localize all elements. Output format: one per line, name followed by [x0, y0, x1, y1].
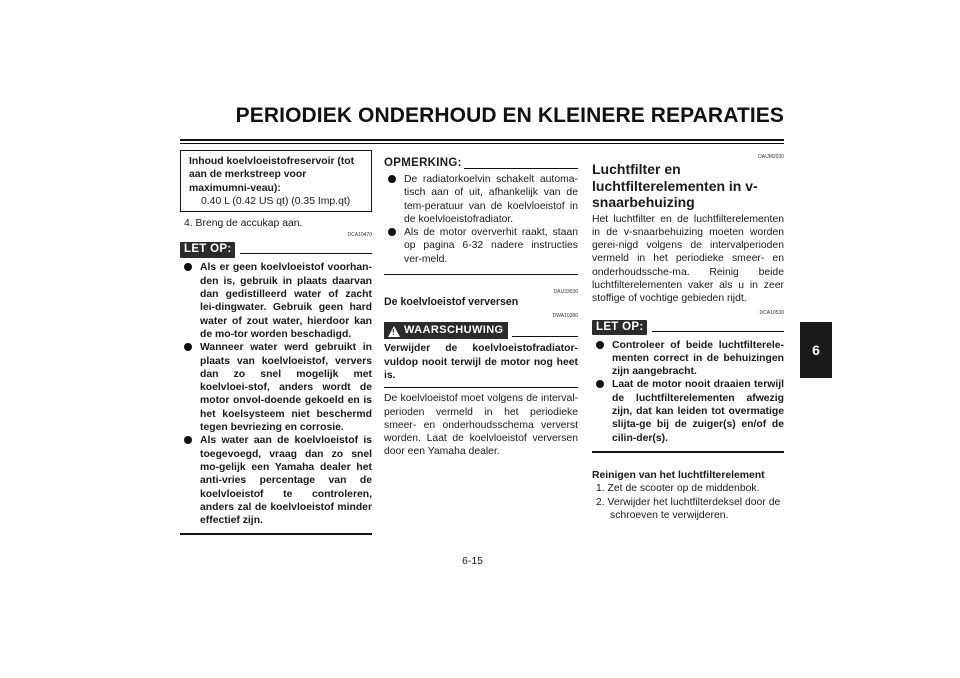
list-item: Als de motor oververhit raakt, staan op pagina 6-32 nadere instructies ver-meld.	[384, 226, 578, 266]
caution-code: DCA10530	[759, 309, 784, 316]
section-code: DAU33030	[553, 289, 578, 296]
caution-end-rule	[180, 533, 372, 535]
column-middle	[384, 157, 578, 459]
step-2: 2. Verwijder het luchtfilterdeksel door de schroeven te verwijderen.	[596, 496, 781, 521]
step-1: 1. Zet de scooter op de middenbok.	[596, 483, 760, 495]
list-item: De radiatorkoelvin schakelt automa-tisch aan of uit, afhankelijk van de tem-peratuur van de koelvloeistof in de koelvloeistofradiator.	[384, 173, 578, 226]
caution-header	[592, 319, 784, 337]
warning-rule	[512, 336, 578, 337]
warning-triangle-icon	[388, 326, 400, 337]
bullet-icon	[596, 380, 604, 388]
page-number: 6-15	[462, 555, 484, 567]
box-value: 0.40 L (0.42 US qt) (0.35 Imp.qt)	[201, 195, 351, 207]
bullet-icon	[388, 175, 396, 183]
column-left	[180, 150, 372, 535]
bullet-icon	[184, 436, 192, 444]
caution-list	[180, 261, 372, 527]
list-item: Als water aan de koelvloeistof is toegevoegd, vraag dan zo snel mo-gelijk een Yamaha dealer het anti-vries percentage van de koelvloeistof te controleren, anders zal de koelvloeistof minder effectief zijn.	[180, 434, 372, 527]
warning-end-rule	[384, 387, 578, 388]
warning-header	[384, 322, 578, 340]
warning-code: DWA10380	[552, 313, 578, 320]
note-rule	[464, 168, 578, 169]
caution-list	[592, 339, 784, 445]
list-item: Als er geen koelvloeistof voorhan-den is, gebruik in plaats daarvan dan gedistilleerd water of zacht lei-dingwater. Gebruik geen hard water of zout water, hierdoor kan de mo-tor worden beschadigd.	[180, 261, 372, 341]
warning-label-box	[384, 322, 508, 338]
caution-label: LET OP:	[180, 242, 235, 257]
list-item: Laat de motor nooit draaien terwijl de luchtfilterelementen afwezig zijn, dat kan leiden tot overmatige slijta-ge bij de zuiger(s) en/of de cilin-der(s).	[592, 378, 784, 444]
bullet-icon	[596, 341, 604, 349]
note-end-rule	[384, 274, 578, 275]
section-title: Luchtfilter en luchtfilterelementen in v-snaarbehuizing	[592, 161, 758, 210]
section-title: De koelvloeistof verversen	[384, 296, 519, 309]
header-title: PERIODIEK ONDERHOUD EN KLEINERE REPARATIES	[235, 104, 784, 127]
caution-code: DCA10470	[347, 232, 372, 239]
caution-end-rule	[592, 451, 784, 453]
box-title: Inhoud koelvloeistofreservoir (tot aan de merkstreep voor maximumni-veau):	[189, 156, 355, 194]
coolant-capacity-box	[180, 150, 372, 212]
caution-rule	[652, 331, 784, 332]
chapter-tab[interactable]: 6	[800, 322, 832, 378]
section-code: DAUM2030	[758, 154, 784, 160]
bullet-icon	[388, 228, 396, 236]
column-right	[592, 152, 784, 522]
warning-label: WAARSCHUWING	[404, 324, 504, 337]
warning-text: Verwijder de koelvloeistofradiator-vuldop nooit terwijl de motor nog heet is.	[384, 343, 578, 381]
step-4: 4. Breng de accukap aan.	[184, 218, 303, 230]
note-list	[384, 173, 578, 266]
list-item: Controleer of beide luchtfilterele-menten correct in de behuizingen zijn aangebracht.	[592, 339, 784, 379]
caution-header	[180, 241, 372, 259]
header-rule-thin	[180, 143, 784, 144]
air-filter-body-text: Het luchtfilter en de luchtfilterelementen in de v-snaarbehuizing moeten worden gerei-nigd volgens de intervalperioden vermeld in het periodieke smeer- en onderhoudssche-ma. Reinig beide luchtfilterelementen vaker als u in zeer stoffige of vochtige gebieden rijdt.	[592, 213, 784, 305]
caution-label: LET OP:	[592, 320, 647, 335]
bullet-icon	[184, 263, 192, 271]
coolant-body-text: De koelvloeistof moet volgens de interval-perioden vermeld in het periodieke smeer- en onderhoudsschema ververst worden. Laat de koelvloeistof verversen door een Yamaha dealer.	[384, 393, 578, 458]
note-label: OPMERKING:	[384, 157, 462, 169]
bullet-icon	[184, 343, 192, 351]
header-rule	[180, 139, 784, 141]
note-header	[384, 157, 578, 171]
list-item: Wanneer water werd gebruikt in plaats van koelvloeistof, ververs dan zo snel mogelijk met koelvloei-stof, anders wordt de motor onvol-doende gekoeld en is het koelsysteem niet beschermd tegen bevriezing en corrosie.	[180, 341, 372, 434]
subheading: Reinigen van het luchtfilterelement	[592, 469, 765, 481]
caution-rule	[240, 253, 372, 254]
